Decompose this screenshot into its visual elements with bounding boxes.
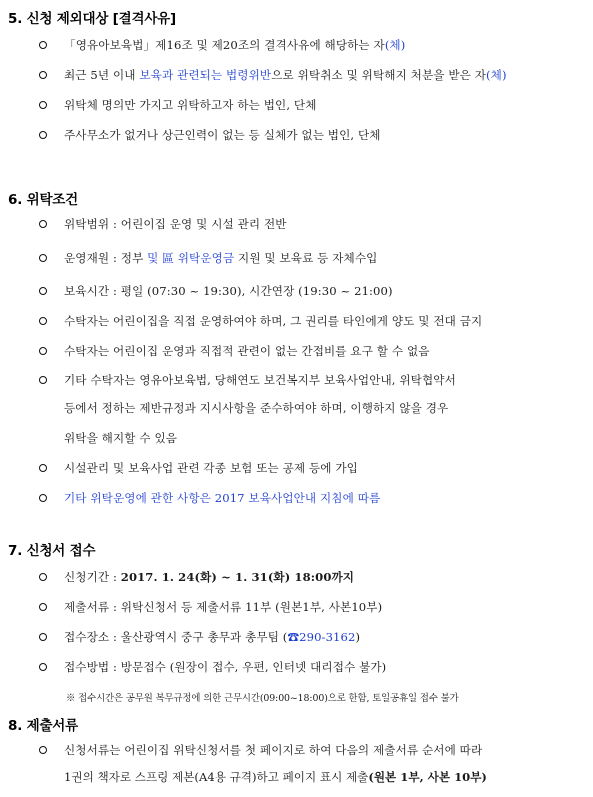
section-title-8: 8. 제출서류	[8, 718, 78, 734]
circle-bullet-icon	[39, 71, 47, 79]
section-title-7: 7. 신청서 접수	[8, 543, 96, 559]
document-page: 5. 신청 제외대상 [결격사유] 「영유아보육법」제16조 및 제20조의 결격사유에 해당하는 자(체) 최근 5년 이내 보육과 관련되는 법령위반으로 위탁취소 및 위탁해지 처분을 받은 자(체) 위탁체 명의만 가지고 위탁하고자 하는 법인, 단체 주사무소가 없거나 상근인력이 없는 등 실체가 없는 법인, 단체 6. 위탁조건 위탁범위 : 어린이집 운영 및 시설 관리 전반 운영재원 : 정부 및 區 위탁운영금 지원 및 보육료 등 자체수입 보육시간 : 평일 (07:30 ~ 19:30), 시간연장 (19:30 ~ 21:00) 수탁자는 어린이집을 직접 운영하여야 하며, 그 권리를 타인에게 양도 및 전대 금지 수탁자는 어린이집 운영과 직접적 관련이 없는 간접비를 요구 할 수 없음 기타 수탁자는 영유아보육법, 당해연도 보건복지부 보육사업안내, 위탁협약서 등에서 정하는 제반규정과 지시사항을 준수하여야 하며, 이행하지 않을 경우 위탁을 해지할 수 있음 시설관리 및 보육사업 관련 각종 보험 또는 공제 등에 가입 기타 위탁운영에 관한 사항은 2017 보육사업안내 지침에 따름 7. 신청서 접수 신청기간 : 2017. 1. 24(화) ~ 1. 31(화) 18:00까지 제출서류 : 위탁신청서 등 제출서류 11부 (원본1부, 사본10부) 접수장소 : 울산광역시 중구 총무과 총무팀 (☎290-3162) 접수방법 : 방문접수 (원장이 접수, 우편, 인터넷 대리접수 불가) ※ 접수시간은 공무원 복무규정에 의한 근무시간(09:00~18:00)으로 한함, 토일공휴일 접수 불가 8. 제출서류 신청서류는 어린이집 위탁신청서를 첫 페이지로 하여 다음의 제출서류 순서에 따라 1권의 책자로 스프링 제본(A4용 규격)하고 페이지 표시 제출(원본 1부, 사본 10부)	[0, 0, 593, 797]
circle-bullet-icon	[39, 41, 47, 49]
list-item-continuation: 등에서 정하는 제반규정과 지시사항을 준수하여야 하며, 이행하지 않을 경우	[64, 401, 449, 415]
circle-bullet-icon	[39, 101, 47, 109]
circle-bullet-icon	[39, 376, 47, 384]
circle-bullet-icon	[39, 603, 47, 611]
circle-bullet-icon	[39, 254, 47, 262]
circle-bullet-icon	[39, 746, 47, 754]
list-item-continuation: 1권의 책자로 스프링 제본(A4용 규격)하고 페이지 표시 제출(원본 1부, 사본 10부)	[64, 770, 487, 784]
circle-bullet-icon	[39, 287, 47, 295]
list-item-continuation: 위탁을 해지할 수 있음	[64, 431, 178, 445]
circle-bullet-icon	[39, 317, 47, 325]
circle-bullet-icon	[39, 220, 47, 228]
section-title-6: 6. 위탁조건	[8, 192, 78, 208]
note-text: ※ 접수시간은 공무원 복무규정에 의한 근무시간(09:00~18:00)으로 한함, 토일공휴일 접수 불가	[66, 693, 459, 704]
circle-bullet-icon	[39, 464, 47, 472]
circle-bullet-icon	[39, 573, 47, 581]
circle-bullet-icon	[39, 633, 47, 641]
section-title-5: 5. 신청 제외대상 [결격사유]	[8, 11, 176, 27]
circle-bullet-icon	[39, 347, 47, 355]
circle-bullet-icon	[39, 494, 47, 502]
circle-bullet-icon	[39, 663, 47, 671]
circle-bullet-icon	[39, 131, 47, 139]
